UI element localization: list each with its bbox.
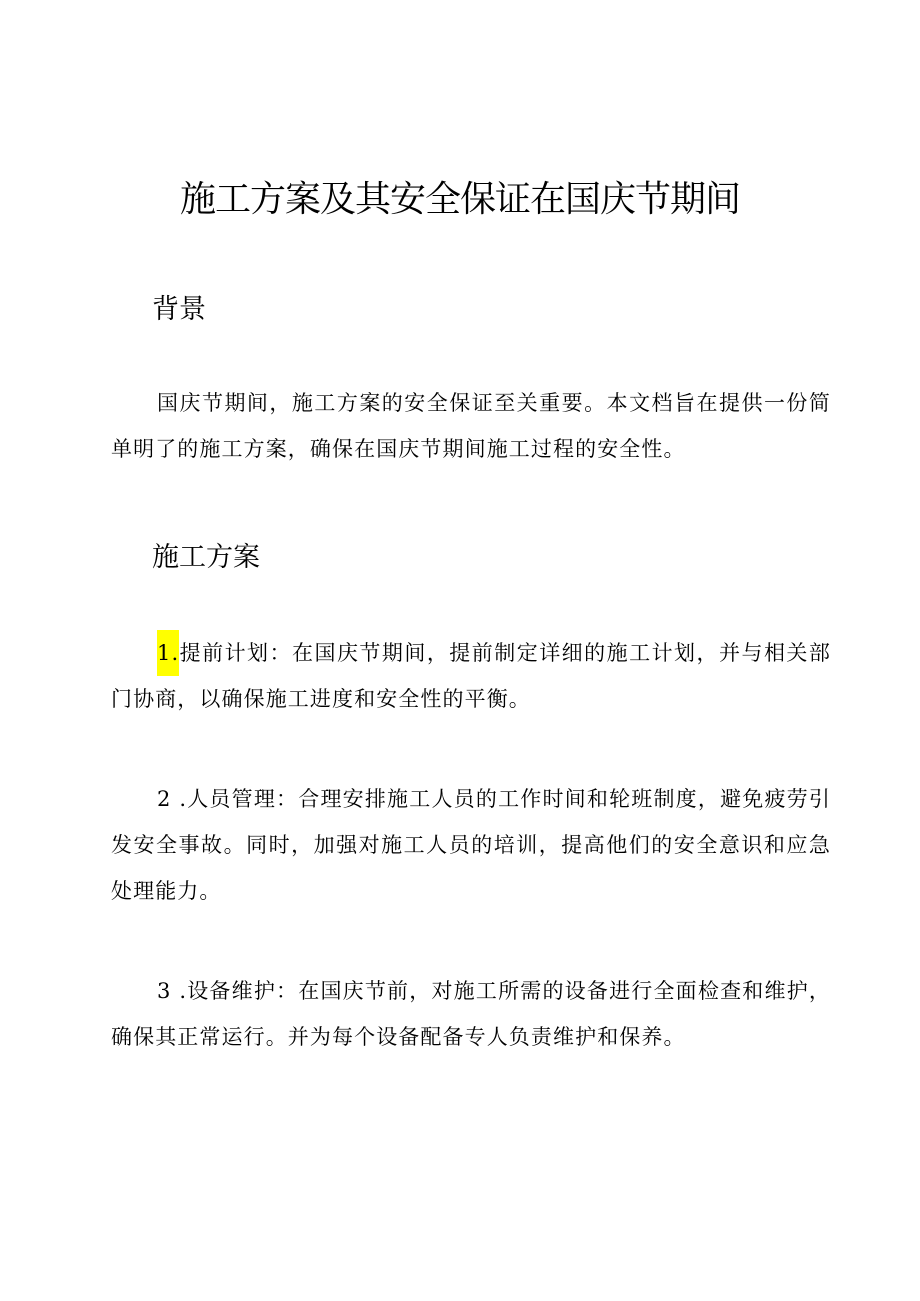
section-heading-background: 背景 <box>152 294 206 325</box>
document-title: 施工方案及其安全保证在国庆节期间 <box>179 179 740 220</box>
plan-item-1-number: 1. <box>157 630 179 676</box>
plan-item-3 <box>111 968 831 1060</box>
plan-item-1 <box>111 630 831 722</box>
plan-item-3-text: 设备维护：在国庆节前，对施工所需的设备进行全面检查和维护，确保其正常运行。并为每个设备配备专人负责维护和保养。 <box>111 979 831 1049</box>
plan-item-2-number: 2 . <box>157 787 188 811</box>
plan-item-1-text: 提前计划：在国庆节期间，提前制定详细的施工计划，并与相关部门协商，以确保施工进度和安全性的平衡。 <box>111 641 831 711</box>
background-paragraph: 国庆节期间，施工方案的安全保证至关重要。本文档旨在提供一份简单明了的施工方案，确保在国庆节期间施工过程的安全性。 <box>111 391 831 461</box>
plan-item-3-number: 3 . <box>157 979 188 1003</box>
section-heading-construction-plan: 施工方案 <box>152 542 260 573</box>
plan-item-2-text: 人员管理：合理安排施工人员的工作时间和轮班制度，避免疲劳引发安全事故。同时，加强对施工人员的培训，提高他们的安全意识和应急处理能力。 <box>111 787 831 903</box>
plan-item-2 <box>111 776 831 914</box>
